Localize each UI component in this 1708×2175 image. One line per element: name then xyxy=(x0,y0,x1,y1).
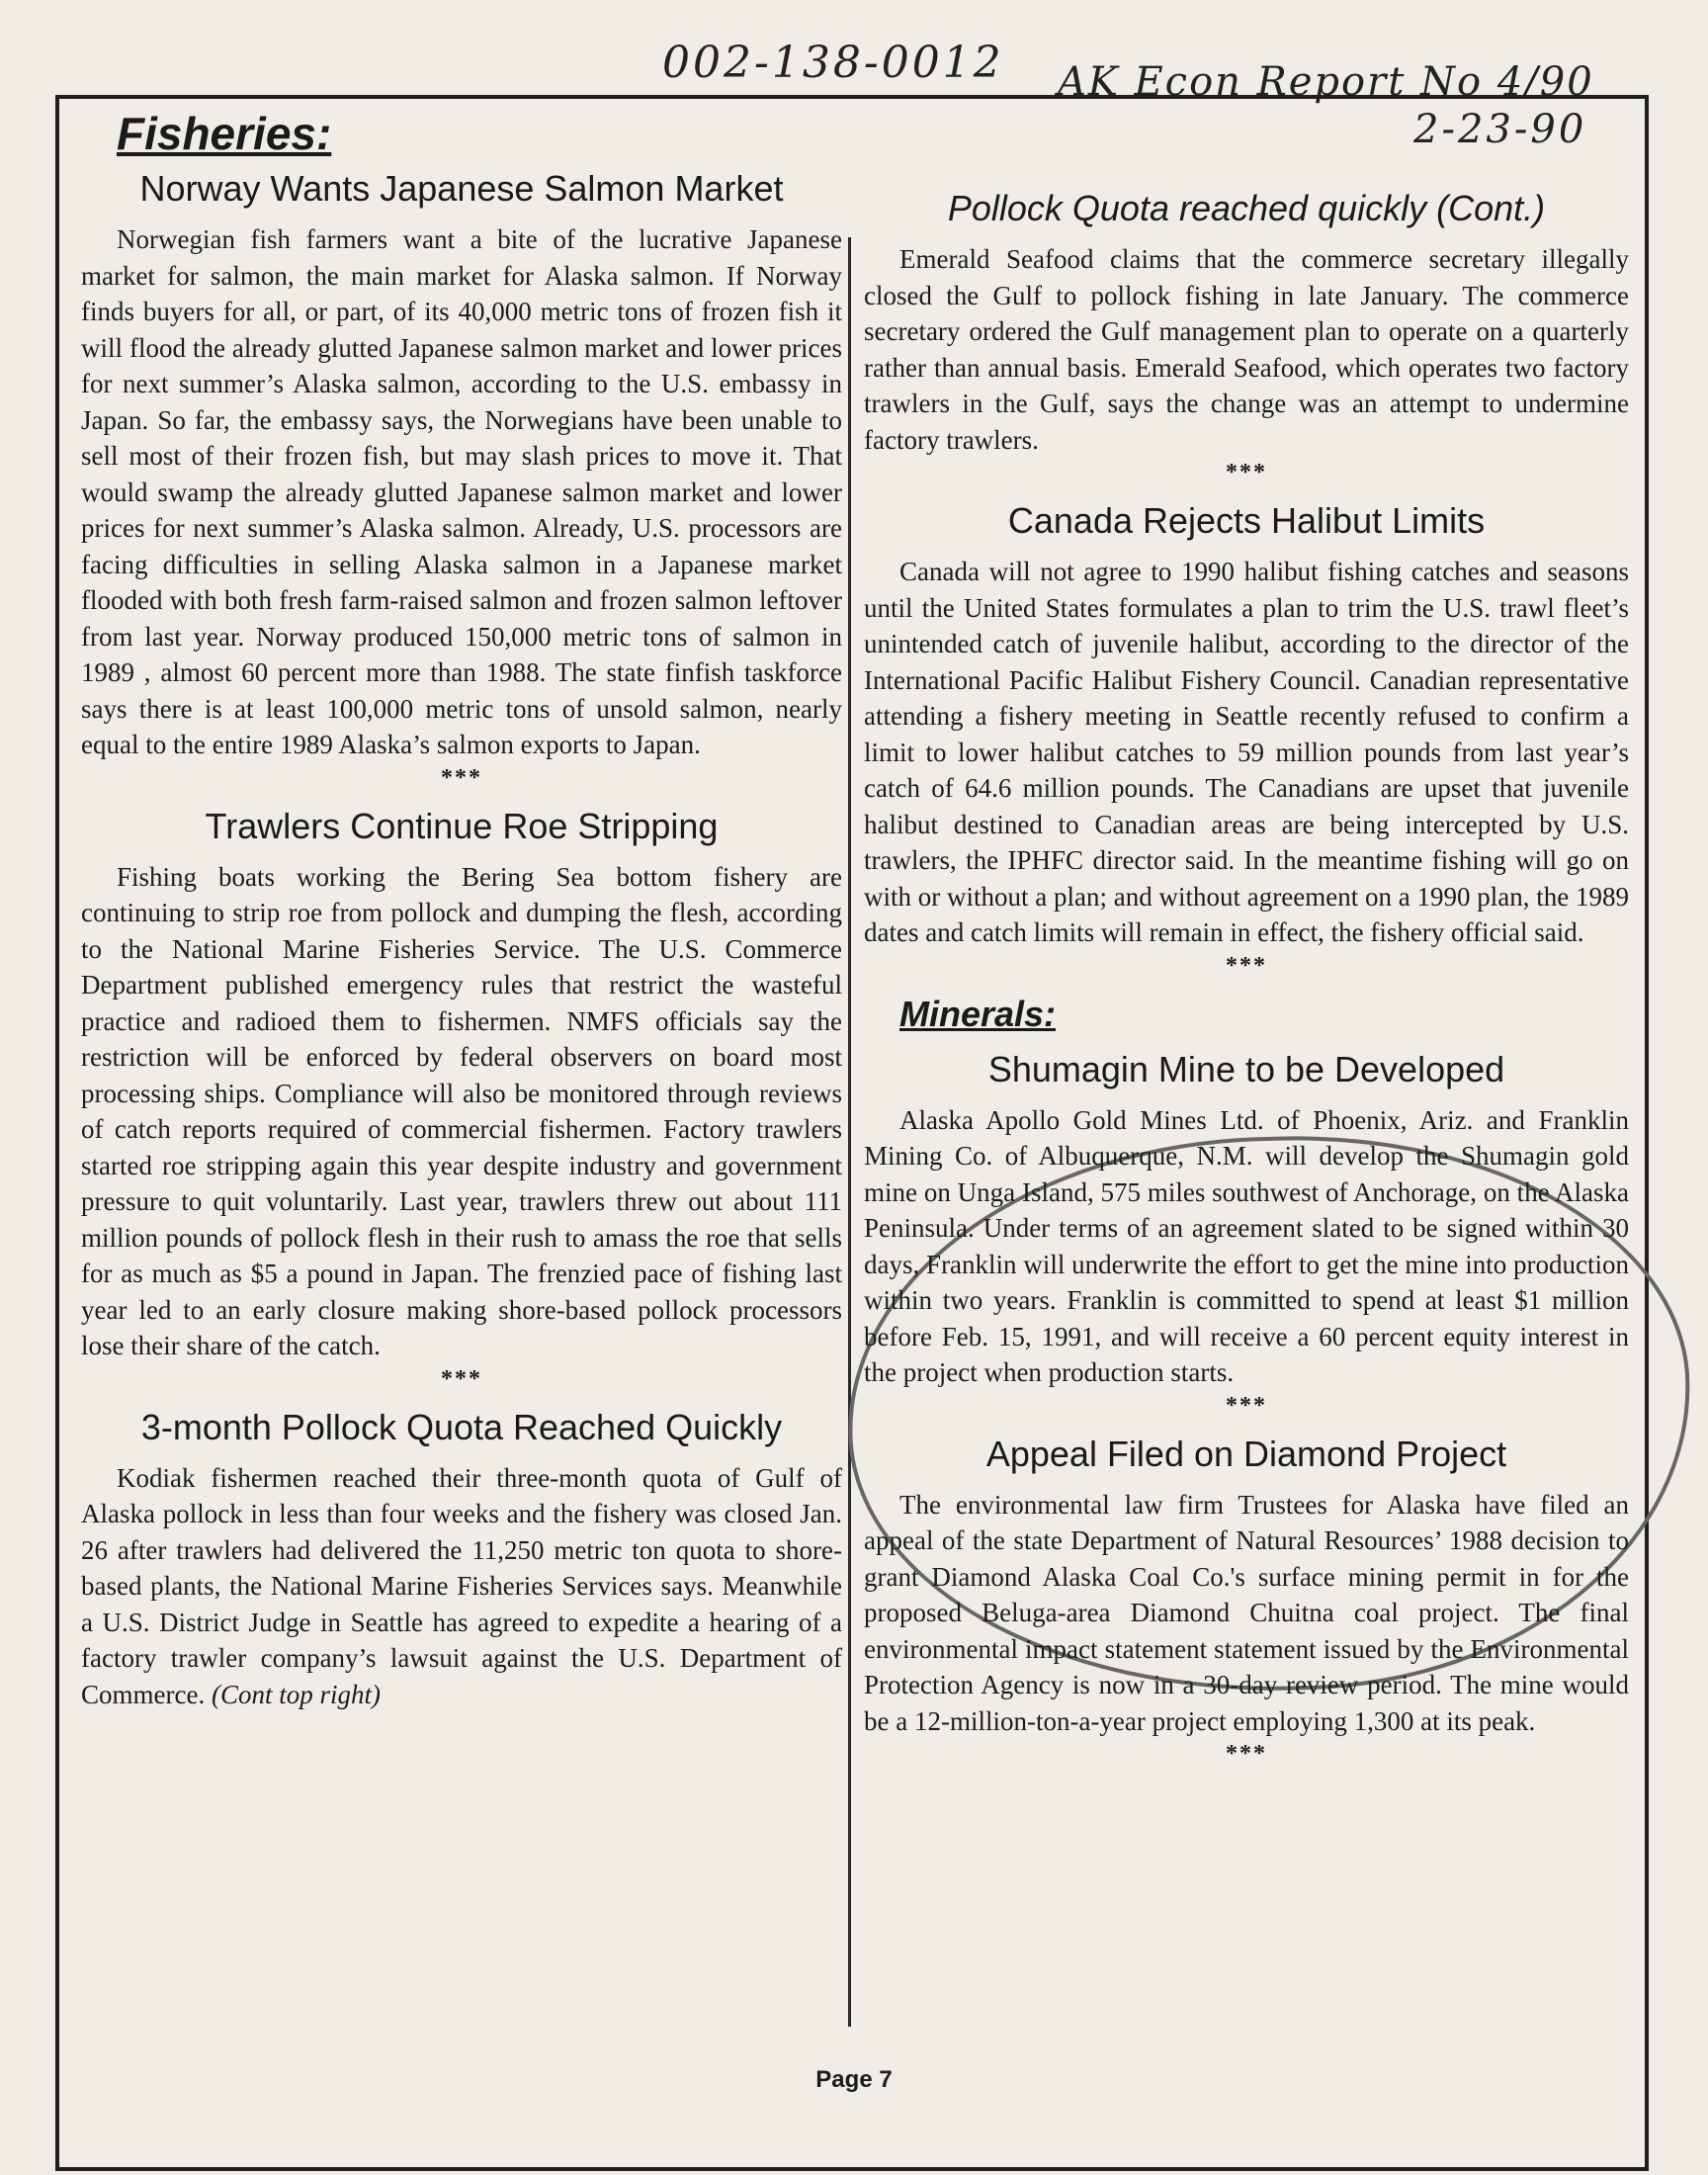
canada-article-body: Canada will not agree to 1990 halibut fishing catches and seasons until the United States formulates a plan to trim the U.S. trawl fleet’s unintended catch of juvenile halibut, according to the director of the International Pacific Halibut Fishery Council. Canadian representative attending a fishery meeting in Seattle recently refused to confirm a limit to lower halibut catches to 59 million pounds from last year’s catch of 64.6 million pounds. The Canadians are upset that juvenile halibut destined to Canadian areas are being intercepted by U.S. trawlers, the IPHFC director said. In the meantime fishing will go on with or without a plan; and without agreement on a 1990 plan, the 1989 dates and catch limits will remain in effect, the fishery official said. xyxy=(864,557,1629,947)
pollock-continued-note: (Cont top right) xyxy=(211,1679,381,1709)
column-divider xyxy=(848,237,851,2027)
page-number: Page 7 xyxy=(815,2066,893,2093)
diamond-article-body: The environmental law firm Trustees for Alaska have filed an appeal of the state Department of Natural Resources’ 1988 decision to grant Diamond Alaska Coal Co.'s surface mining permit in for the proposed Beluga-area Diamond Chuitna coal project. The final environmental impact statement statement issued by the Environmental Protection Agency is now in a 30-day review period. The mine would be a 12-million-ton-a-year project employing 1,300 at its peak. xyxy=(864,1489,1629,1736)
handwritten-doc-code: 002-138-0012 xyxy=(662,38,1004,88)
pollock-article-title: 3-month Pollock Quota Reached Quickly xyxy=(140,1406,783,1447)
article-separator: *** xyxy=(1226,1741,1267,1767)
minerals-heading: Minerals: xyxy=(899,993,1057,1034)
handwritten-date: 2-23-90 xyxy=(1413,107,1587,152)
canada-article-title: Canada Rejects Halibut Limits xyxy=(1007,500,1486,541)
pollock-cont-body: Emerald Seafood claims that the commerce secretary illegally closed the Gulf to pollock fishing in late January. The commerce secretary ordered the Gulf management plan to operate on a quarterly rather than annual basis. Emerald Seafood, which operates two factory trawlers in the Gulf, says the change was an attempt to undermine factory trawlers. xyxy=(864,244,1629,455)
shumagin-article-title: Shumagin Mine to be Developed xyxy=(987,1048,1505,1089)
trawlers-article-body: Fishing boats working the Bering Sea bottom fishery are continuing to strip roe from pollock and dumping the flesh, according to the National Marine Fisheries Service. The U.S. Commerce Department published emergency rules that restrict the wasteful practice and radioed them to fishermen. NMFS officials say the restriction will be enforced by federal observers on board most processing ships. Compliance will also be monitored through reviews of catch reports required of commercial fishermen. Factory trawlers started roe stripping again this year despite industry and government pressure to quit voluntarily. Last year, trawlers threw out about 111 million pounds of pollock flesh in their rush to amass the roe that sells for as much as $5 a pound in Japan. The frenzied pace of fishing last year led to an early closure making shore-based pollock processors lose their share of the catch. xyxy=(81,861,842,1360)
right-column xyxy=(864,180,1629,1782)
article-separator: *** xyxy=(441,764,482,791)
shumagin-article-body: Alaska Apollo Gold Mines Ltd. of Phoenix, Ariz. and Franklin Mining Co. of Albuquerque, N.M. will develop the Shumagin gold mine on Unga Island, 575 miles southwest of Anchorage, on the Alaska Peninsula. Under terms of an agreement slated to be signed within 30 days, Franklin will underwrite the effort to get the mine into production within two years. Franklin is committed to spend at least $1 million before Feb. 15, 1991, and will receive a 60 percent equity interest in the project when production starts. xyxy=(864,1104,1629,1387)
pollock-article-text: Kodiak fishermen reached their three-month quota of Gulf of Alaska pollock in less than four weeks and the fishery was closed Jan. 26 after trawlers had delivered the 11,250 metric ton quota to shore-based plants, the National Marine Fisheries Services says. Meanwhile a U.S. District Judge in Seattle has agreed to expedite a hearing of a factory trawler company’s lawsuit against the U.S. Department of Commerce. xyxy=(81,1462,842,1709)
fisheries-heading: Fisheries: xyxy=(117,108,332,159)
pollock-article-body xyxy=(81,1460,842,1713)
left-column xyxy=(81,107,842,1712)
norway-article-body: Norwegian fish farmers want a bite of the lucrative Japanese market for salmon, the main market for Alaska salmon. If Norway finds buyers for all, or part, of its 40,000 metric tons of frozen fish it will flood the already glutted Japanese salmon market and lower prices for next summer’s Alaska salmon, according to the U.S. embassy in Japan. So far, the embassy says, the Norwegians have been unable to sell most of their frozen fish, but may slash prices to move it. That would swamp the already glutted Japanese salmon market and lower prices for next summer’s Alaska salmon. Already, U.S. processors are facing difficulties in selling Alaska salmon in a Japanese market flooded with both fresh farm-raised salmon and frozen salmon leftover from last year. Norway produced 150,000 metric tons of salmon in 1989 , almost 60 percent more than 1988. The state finfish taskforce says there is at least 100,000 metric tons of unsold salmon, nearly equal to the entire 1989 Alaska’s salmon exports to Japan. xyxy=(81,224,842,759)
handwritten-report-ref: AK Econ Report No 4/90 xyxy=(1058,59,1594,105)
article-separator: *** xyxy=(1226,1392,1267,1419)
trawlers-article-title: Trawlers Continue Roe Stripping xyxy=(205,805,719,846)
article-separator: *** xyxy=(441,1365,482,1392)
norway-article-title: Norway Wants Japanese Salmon Market xyxy=(139,168,784,209)
diamond-article-title: Appeal Filed on Diamond Project xyxy=(985,1433,1507,1474)
pollock-cont-title: Pollock Quota reached quickly (Cont.) xyxy=(947,188,1546,228)
article-separator: *** xyxy=(1226,460,1267,485)
article-separator: *** xyxy=(1226,952,1267,979)
